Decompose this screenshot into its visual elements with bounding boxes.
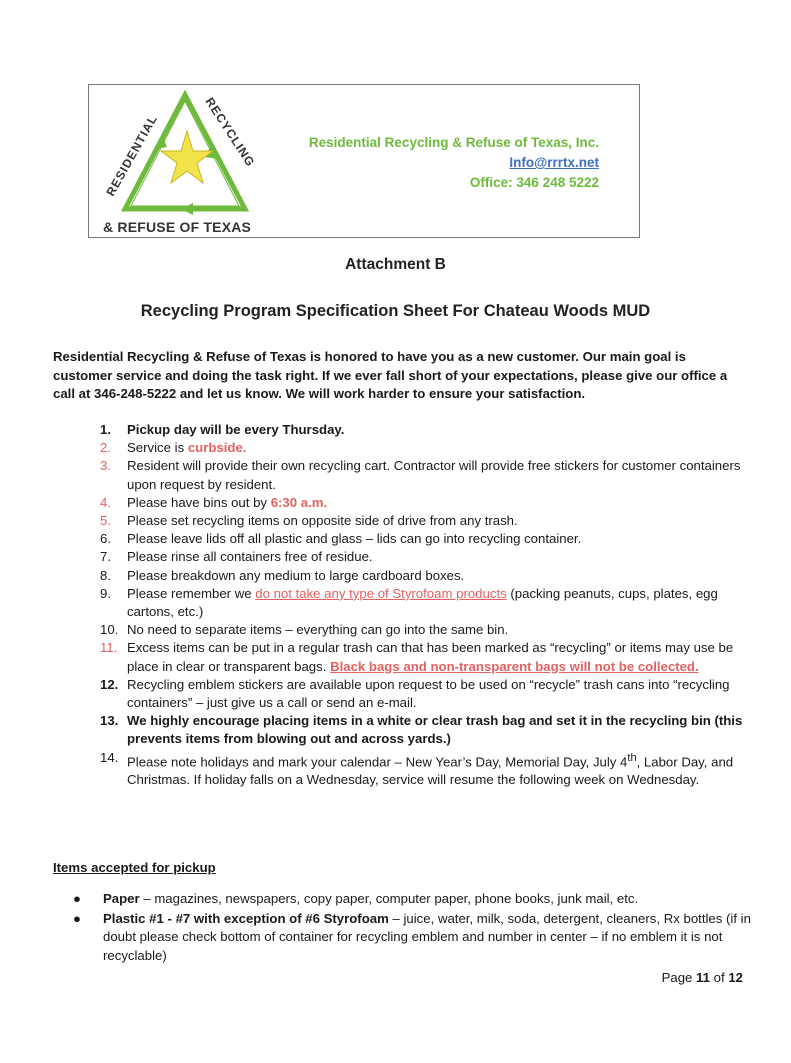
list-item: 11. Excess items can be put in a regular trash can that has been marked as “recycling” or items may use be place in clear or transparent bags. Black bags and non-transparent bags will not be collected.	[100, 640, 734, 674]
item-number: 1.	[100, 422, 111, 437]
list-item: 10. No need to separate items – everything can go into the same bin.	[100, 621, 750, 639]
item-number: 10.	[100, 622, 119, 638]
list-item: 4. Please have bins out by 6:30 a.m.	[100, 494, 750, 512]
star-icon	[161, 131, 213, 183]
list-item: 8. Please breakdown any medium to large cardboard boxes.	[100, 567, 750, 585]
item-number: 3.	[100, 458, 111, 474]
letterhead	[88, 84, 640, 238]
list-item: 13. We highly encourage placing items in a white or clear trash bag and set it in the recycling bin (this prevents items from blowing out and across yards.)	[100, 713, 743, 747]
logo-arc-right: RECYCLING	[202, 94, 258, 170]
company-office-phone: Office: 346 248 5222	[469, 175, 599, 190]
list-item: 1. Pickup day will be every Thursday.	[100, 421, 750, 439]
list-item: 7. Please rinse all containers free of residue.	[100, 548, 750, 566]
company-name: Residential Recycling & Refuse of Texas, Inc.	[308, 135, 599, 150]
company-info	[309, 133, 599, 193]
item-number: 12.	[100, 676, 119, 692]
item-number: 9.	[100, 585, 111, 601]
logo-arc-left: RESIDENTIAL	[103, 112, 161, 199]
item-number: 4.	[100, 494, 111, 510]
list-item: 12. Recycling emblem stickers are available upon request to be used on “recycle” trash cans into “recycling containers” – just give us a call or send an e-mail.	[100, 676, 730, 711]
list-item: ● Plastic #1 - #7 with exception of #6 Styrofoam – juice, water, milk, soda, detergent, cleaners, Rx bottles (if in doubt please check bottom of container for recycling emblem and number in center – if no emblem it is not recyclable)	[73, 911, 751, 963]
list-item: ● Paper – magazines, newspapers, copy paper, computer paper, phone books, junk mail, etc.	[73, 890, 753, 908]
list-item: 2. Service is curbside.	[100, 439, 750, 457]
item-number: 13.	[100, 713, 119, 729]
svg-text:RECYCLING	[202, 95, 257, 169]
list-item: 6. Please leave lids off all plastic and glass – lids can go into recycling container.	[100, 530, 750, 548]
attachment-heading: Attachment B	[345, 256, 446, 273]
item-number: 7.	[100, 549, 111, 565]
item-number: 2.	[100, 440, 111, 456]
item-number: 5.	[100, 513, 111, 529]
item-number: 6.	[100, 531, 111, 547]
logo-triangle-star-icon	[93, 87, 303, 237]
company-email-link[interactable]: Info@rrrtx.net	[509, 155, 599, 170]
list-item: 9. Please remember we do not take any type of Styrofoam products (packing peanuts, cups, plates, egg cartons, etc.)	[100, 585, 718, 620]
item-number: 14.	[100, 749, 119, 765]
program-rules-list	[100, 421, 750, 789]
list-item: 14. Please note holidays and mark your calendar – New Year’s Day, Memorial Day, July 4th, Labor Day, and Christmas. If holiday falls on a Wednesday, service will resume the following week on Wednesday.	[100, 749, 734, 788]
bullet-icon: ●	[73, 891, 81, 906]
list-item: 3. Resident will provide their own recycling cart. Contractor will provide free stickers for customer containers upon request by resident.	[100, 458, 741, 492]
item-number: 11.	[100, 640, 118, 656]
intro-paragraph: Residential Recycling & Refuse of Texas is honored to have you as a new customer. Our main goal is customer service and doing the task right. If we ever fall short of your expectations, please give our office a call at 346-248-5222 and let us know. We will work harder to ensure your satisfaction.	[53, 349, 728, 401]
list-item: 5. Please set recycling items on opposite side of drive from any trash.	[100, 512, 750, 530]
document-title: Recycling Program Specification Sheet For Chateau Woods MUD	[140, 302, 651, 320]
accepted-items-list	[73, 890, 753, 967]
accepted-items-heading: Items accepted for pickup	[53, 860, 216, 875]
bullet-icon: ●	[73, 911, 81, 927]
logo-bottom-text: & REFUSE OF TEXAS	[103, 219, 252, 235]
page-number: Page 11 of 12	[661, 970, 743, 985]
item-number: 8.	[100, 567, 111, 583]
